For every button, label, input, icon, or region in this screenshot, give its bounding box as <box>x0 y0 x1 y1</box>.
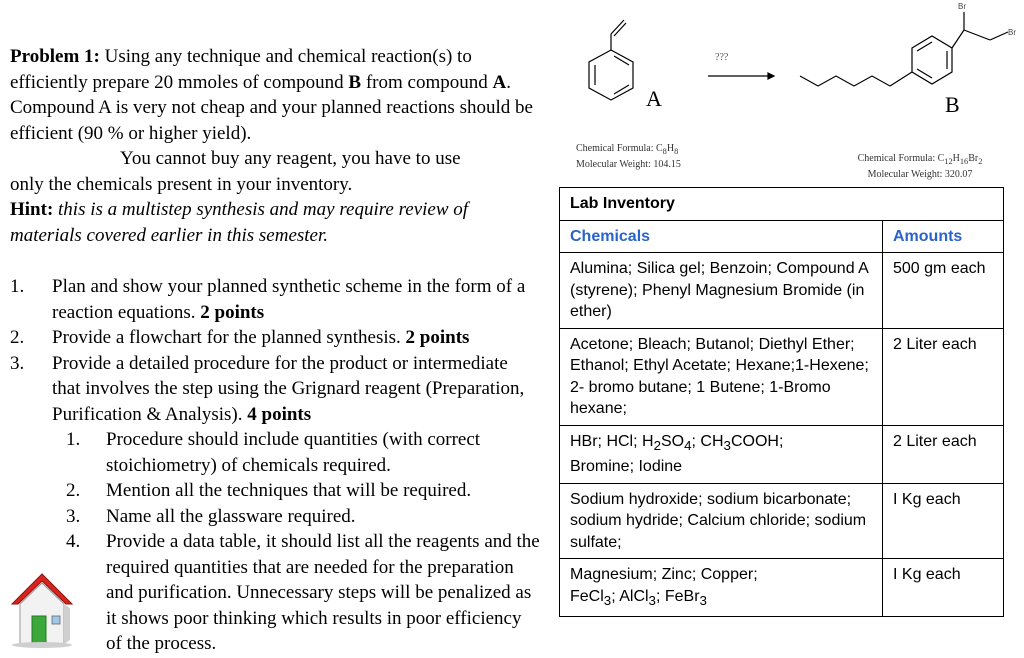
table-row <box>560 483 1004 559</box>
amount-cell: 2 Liter each <box>883 328 1004 425</box>
home-icon[interactable] <box>8 570 76 648</box>
table-row <box>560 425 1004 483</box>
table-row <box>560 253 1004 329</box>
compound-a-formula: Chemical Formula: $C_8H_8$ Molecular Weight: 104.15 <box>576 143 681 170</box>
task-item: 2. Provide a flowchart for the planned synthesis. 2 points <box>10 327 470 348</box>
chemicals-cell: Magnesium; Zinc; Copper; FeCl$_3$; AlCl$_3$; FeBr$_3$ <box>560 559 883 617</box>
task-item: 1. Plan and show your planned synthetic scheme in the form of a reaction equations. 2 points <box>10 276 526 323</box>
problem-heading: Problem 1: <box>10 46 100 67</box>
reaction-scheme <box>560 0 1024 190</box>
styrene-structure <box>589 20 633 100</box>
amount-cell: I Kg each <box>883 559 1004 617</box>
subtask-item: 2. Mention all the techniques that will be required. <box>66 480 472 501</box>
hint: Hint: this is a multistep synthesis and may require review of materials covered earlier in this semester. <box>10 199 469 246</box>
task-item: 3. Provide a detailed procedure for the product or intermediate that involves the step using the Grignard reagent (Preparation, Purification & Analysis). 4 points 1. Procedure should include quantities (with correct stoichiometry) of chemicals required. 2. Mention all the techniques that will be required. 3. Name all the glassware required. 4. Provide a data table, it should list all the reagents and the required quantities that are needed for the preparation and purification. Unnecessary steps will be penalized as it shows poor thinking which results in poor efficiency of the process. <box>10 351 540 657</box>
constraint-line-2: only the chemicals present in your inventory. <box>10 173 353 195</box>
constraint-line-1: You cannot buy any reagent, you have to use <box>120 148 461 169</box>
compound-a-label: A <box>646 86 662 111</box>
compound-b-label: B <box>945 92 960 117</box>
problem-statement <box>10 44 540 657</box>
subtask-item: 3. Name all the glassware required. <box>66 505 356 527</box>
compound-b-formula: Chemical Formula: $C_{12}H_{16}Br_2$ Molecular Weight: 320.07 <box>857 153 983 180</box>
lab-inventory-table <box>559 187 1004 617</box>
amount-cell: 2 Liter each <box>883 425 1004 483</box>
task-list <box>10 274 540 657</box>
subtask-item: 4. Provide a data table, it should list all the reagents and the required quantities that are needed for the preparation and purification. Unnecessary steps will be penalized as it shows poor thinking which results in poor efficiency of the process. <box>66 531 540 654</box>
inventory-title: Lab Inventory <box>560 188 1004 221</box>
problem-intro: Problem 1: Using any technique and chemical reaction(s) to efficiently prepare 20 mmoles of compound B from compound A. Compound A is very not cheap and your planned reactions should be efficient (90 % or higher yield). <box>10 46 533 144</box>
arrow-label: ??? <box>715 52 729 63</box>
subtask-item: 1. Procedure should include quantities (with correct stoichiometry) of chemicals required. <box>66 429 481 476</box>
table-row <box>560 328 1004 425</box>
bromo-label: Br <box>958 2 966 11</box>
amount-cell: 500 gm each <box>883 253 1004 329</box>
amount-cell: I Kg each <box>883 483 1004 559</box>
chemicals-cell: Alumina; Silica gel; Benzoin; Compound A (styrene); Phenyl Magnesium Bromide (in ether) <box>560 253 883 329</box>
chemicals-cell: HBr; HCl; $H_2SO_4$; $CH_3COOH$; Bromine; Iodine <box>560 425 883 483</box>
product-structure <box>800 12 1008 86</box>
subtask-list <box>52 427 540 657</box>
chemicals-cell: Sodium hydroxide; sodium bicarbonate; sodium hydride; Calcium chloride; sodium sulfate; <box>560 483 883 559</box>
bromo-label: Br <box>1008 28 1016 37</box>
table-row <box>560 559 1004 617</box>
chemicals-column-header: Chemicals <box>560 220 883 253</box>
amounts-column-header: Amounts <box>883 220 1004 253</box>
chemicals-cell: Acetone; Bleach; Butanol; Diethyl Ether; Ethanol; Ethyl Acetate; Hexane;1-Hexene; 2- bromo butane; 1 Butene; 1-Bromo hexane; <box>560 328 883 425</box>
